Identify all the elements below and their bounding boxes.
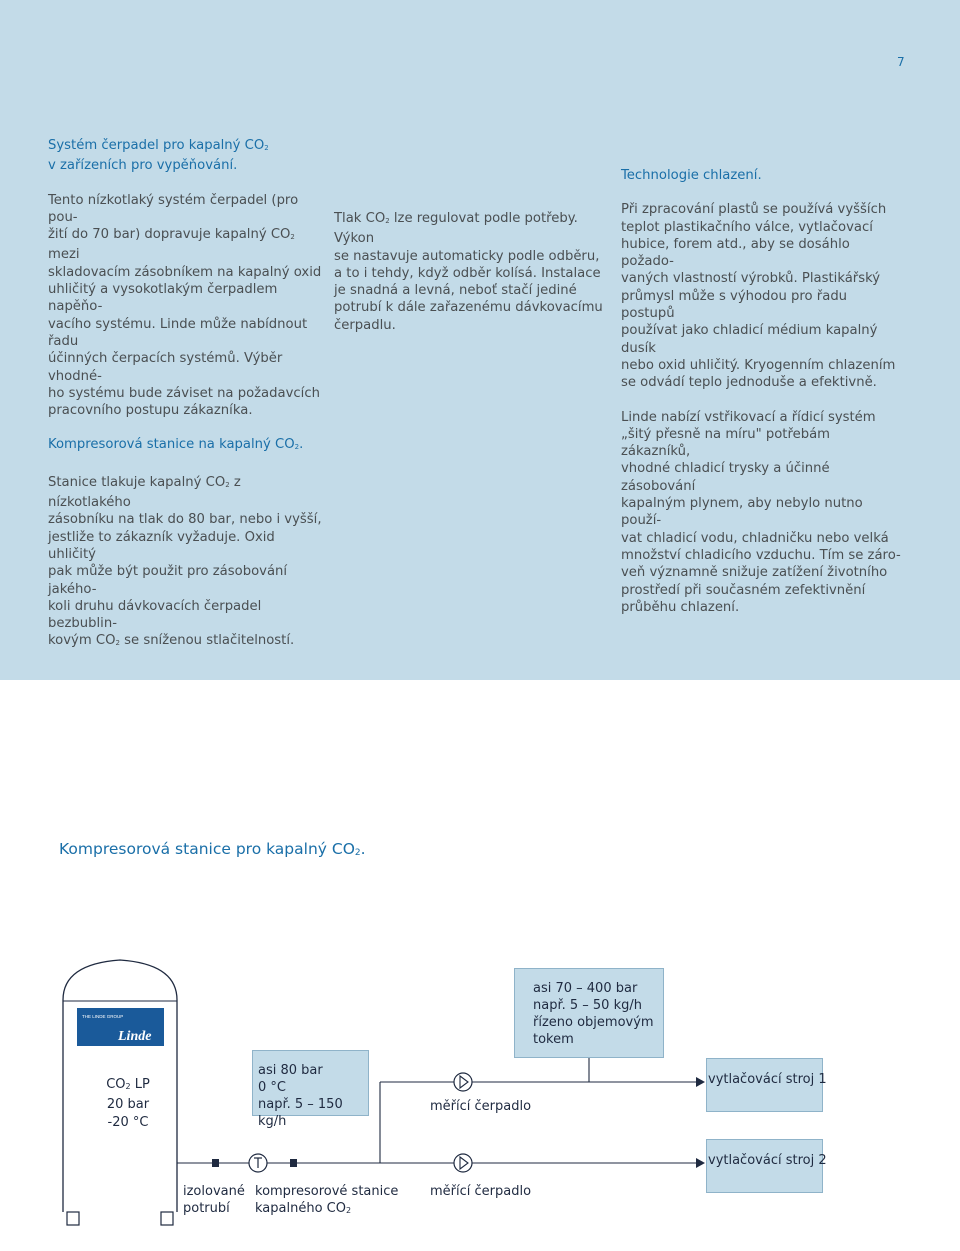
compressor-station-line: Stanice tlakuje kapalný $CO_2$ z nízkotlakého — [48, 474, 241, 511]
compressor-station-line: koli druhu dávkovacích čerpadel bezbublin- — [48, 598, 262, 632]
heading-compressor-station: Kompresorová stanice na kapalný $CO_2$. — [48, 437, 304, 453]
pressure-line: je snadná a levná, neboť stačí jediné — [334, 283, 577, 299]
svg-text:Linde: Linde — [118, 1029, 152, 1044]
pump-system-line: účinných čerpacích systémů. Výběr vhodné- — [48, 351, 283, 384]
column-3 — [621, 167, 901, 616]
metering-pump-icon-2 — [454, 1154, 472, 1172]
compressor-station-line: pak může být použit pro zásobování jakého- — [48, 564, 288, 597]
insulated-pipe-label: izolované potrubí — [183, 1184, 245, 1216]
heading-pump-system: Systém čerpadel pro kapalný $CO_2$ — [48, 138, 269, 153]
cooling-line: teplot plastikačního válce, vytlačovací — [621, 219, 873, 235]
pump-system-line: žití do 70 bar) dopravuje kapalný $CO_2$ mezi — [48, 227, 295, 263]
heading-cooling: Technologie chlazení. — [621, 168, 762, 183]
heading-pump-system-line2: v zařízeních pro vypěňování. — [48, 158, 238, 174]
metering-pump-1-label: měřící čerpadlo — [430, 1099, 532, 1114]
extruder-2-label: vytlačovácí stroj 2 — [708, 1153, 827, 1168]
linde-offer-line: vat chladicí vodu, chladničku nebo velká — [621, 530, 889, 546]
linde-offer-line: prostředí při současném zefektivnění — [621, 582, 866, 598]
pump-system-line: vacího systému. Linde může nabídnout řadu — [48, 316, 308, 349]
linde-offer-line: veň významně snižuje zatížení životního — [621, 565, 888, 581]
column-1 — [48, 137, 323, 653]
pressure-info-box: asi 80 bar 0 °C např. 5 – 150 kg/h — [252, 1050, 369, 1116]
metering-pump-icon-1 — [454, 1073, 472, 1091]
pressure-line: potrubí k dále zařazenému dávkovacímu — [334, 300, 603, 316]
pump-system-line: ho systému bude záviset na požadavcích — [48, 385, 320, 401]
cooling-line: Při zpracování plastů se používá vyšších — [621, 202, 887, 218]
cooling-line: vaných vlastností výrobků. Plastikářský — [621, 271, 881, 287]
pressure-line: se nastavuje automaticky podle odběru, — [334, 248, 600, 264]
paragraph-pressure — [334, 210, 604, 334]
pump-system-line: Tento nízkotlaký systém čerpadel (pro pou- — [48, 192, 299, 225]
tank-label: $CO_2$ LP 20 bar -20 °C — [106, 1077, 150, 1130]
linde-offer-line: množství chladicího vzduchu. Tím se záro- — [621, 547, 901, 563]
column-2 — [334, 210, 604, 334]
paragraph-pump-system — [48, 192, 323, 420]
compressor-station-label: kompresorové stanice kapalného $CO_2$ — [255, 1184, 399, 1216]
paragraph-cooling — [621, 201, 901, 391]
cooling-line: průmysl může s výhodou pro řadu postupů — [621, 288, 848, 322]
linde-offer-line: Linde nabízí vstřikovací a řídicí systém — [621, 409, 876, 425]
pressure-line: Tlak $CO_2$ lze regulovat podle potřeby. Výkon — [334, 211, 578, 247]
linde-offer-line: „šitý přesně na míru" potřebám zákazníků, — [621, 426, 831, 460]
compressor-station-line: kovým $CO_2$ se sníženou stlačitelností. — [48, 633, 295, 649]
cooling-line: nebo oxid uhličitý. Kryogenním chlazením — [621, 357, 896, 373]
svg-text:THE LINDE GROUP: THE LINDE GROUP — [82, 1014, 124, 1019]
linde-offer-line: kapalným plynem, aby nebylo nutno použí- — [621, 496, 863, 529]
paragraph-linde-offer — [621, 409, 901, 617]
compressor-station-line: jestliže to zákazník vyžaduje. Oxid uhličitý — [48, 529, 275, 562]
paragraph-compressor-station — [48, 474, 323, 653]
metering-pump-2-label: měřící čerpadlo — [430, 1184, 532, 1199]
control-info-box: asi 70 – 400 bar např. 5 – 50 kg/h řízeno objemovým tokem — [514, 968, 664, 1058]
diagram-title: Kompresorová stanice pro kapalný $CO_2$. — [59, 840, 366, 858]
pressure-line: a to i tehdy, když odběr kolísá. Instalace — [334, 265, 601, 281]
pump-system-line: pracovního postupu zákazníka. — [48, 403, 253, 419]
compressor-station-line: zásobníku na tlak do 80 bar, nebo i vyšší, — [48, 512, 322, 528]
linde-offer-line: vhodné chladicí trysky a účinné zásobování — [621, 461, 830, 494]
cooling-line: hubice, forem atd., aby se dosáhlo požado- — [621, 236, 850, 270]
linde-offer-line: průběhu chlazení. — [621, 599, 740, 615]
pressure-line: čerpadlu. — [334, 317, 396, 333]
cooling-line: se odvádí teplo jednoduše a efektivně. — [621, 375, 877, 391]
page-number: 7 — [897, 55, 905, 69]
cooling-line: používat jako chladicí médium kapalný dusík — [621, 323, 878, 356]
pump-system-line: uhličitý a vysokotlakým čerpadlem napěňo- — [48, 282, 278, 315]
pump-system-line: skladovacím zásobníkem na kapalný oxid — [48, 264, 322, 280]
extruder-1-label: vytlačovácí stroj 1 — [708, 1072, 827, 1087]
